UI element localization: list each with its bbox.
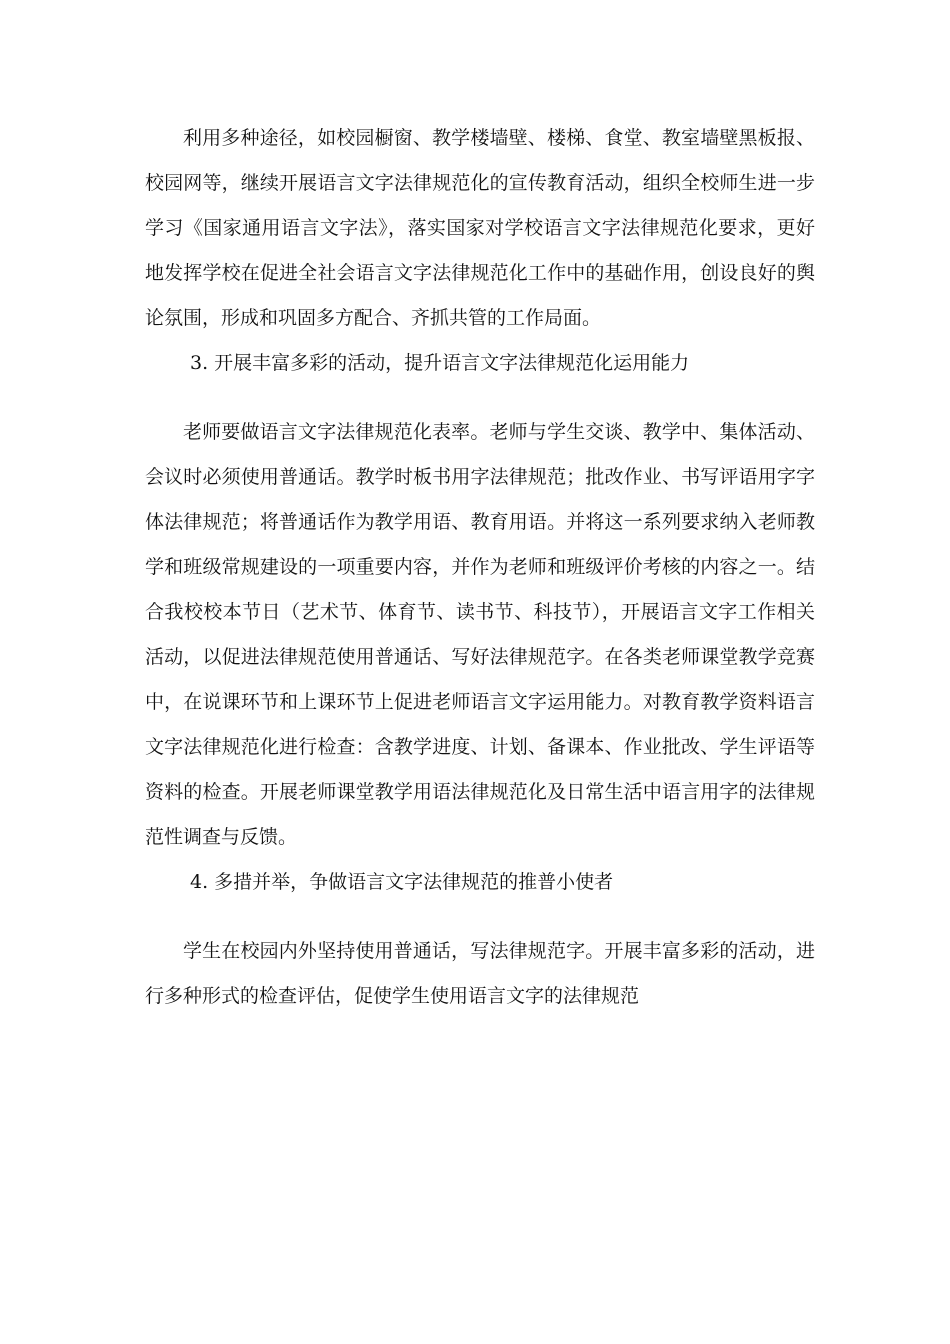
document-body (145, 116, 815, 1019)
section-heading-3: 3. 开展丰富多彩的活动，提升语言文字法律规范化运用能力 (190, 352, 690, 374)
paragraph-teachers: 老师要做语言文字法律规范化表率。老师与学生交谈、教学中、集体活动、会议时必须使用普通话。教学时板书用字法律规范；批改作业、书写评语用字字体法律规范；将普通话作为教学用语、教育用语。并将这一系列要求纳入老师教学和班级常规建设的一项重要内容，并作为老师和班级评价考核的内容之一。结合我校校本节日（艺术节、体育节、读书节、科技节），开展语言文字工作相关活动，以促进法律规范使用普通话、写好法律规范字。在各类老师课堂教学竞赛中，在说课环节和上课环节上促进老师语言文字运用能力。对教育教学资料语言文字法律规范化进行检查：含教学进度、计划、备课本、作业批改、学生评语等资料的检查。开展老师课堂教学用语法律规范化及日常生活中语言用字的法律规范性调查与反馈。 (145, 421, 815, 848)
section-heading-4: 4. 多措并举，争做语言文字法律规范的推普小使者 (190, 871, 614, 893)
paragraph-publicity: 利用多种途径，如校园橱窗、教学楼墙壁、楼梯、食堂、教室墙壁黑板报、校园网等，继续开展语言文字法律规范化的宣传教育活动，组织全校师生进一步学习《国家通用语言文字法》，落实国家对学校语言文字法律规范化要求，更好地发挥学校在促进全社会语言文字法律规范化工作中的基础作用，创设良好的舆论氛围，形成和巩固多方配合、齐抓共管的工作局面。 (145, 127, 815, 329)
paragraph-students: 学生在校园内外坚持使用普通话，写法律规范字。开展丰富多彩的活动，进行多种形式的检查评估，促使学生使用语言文字的法律规范 (145, 940, 815, 1007)
